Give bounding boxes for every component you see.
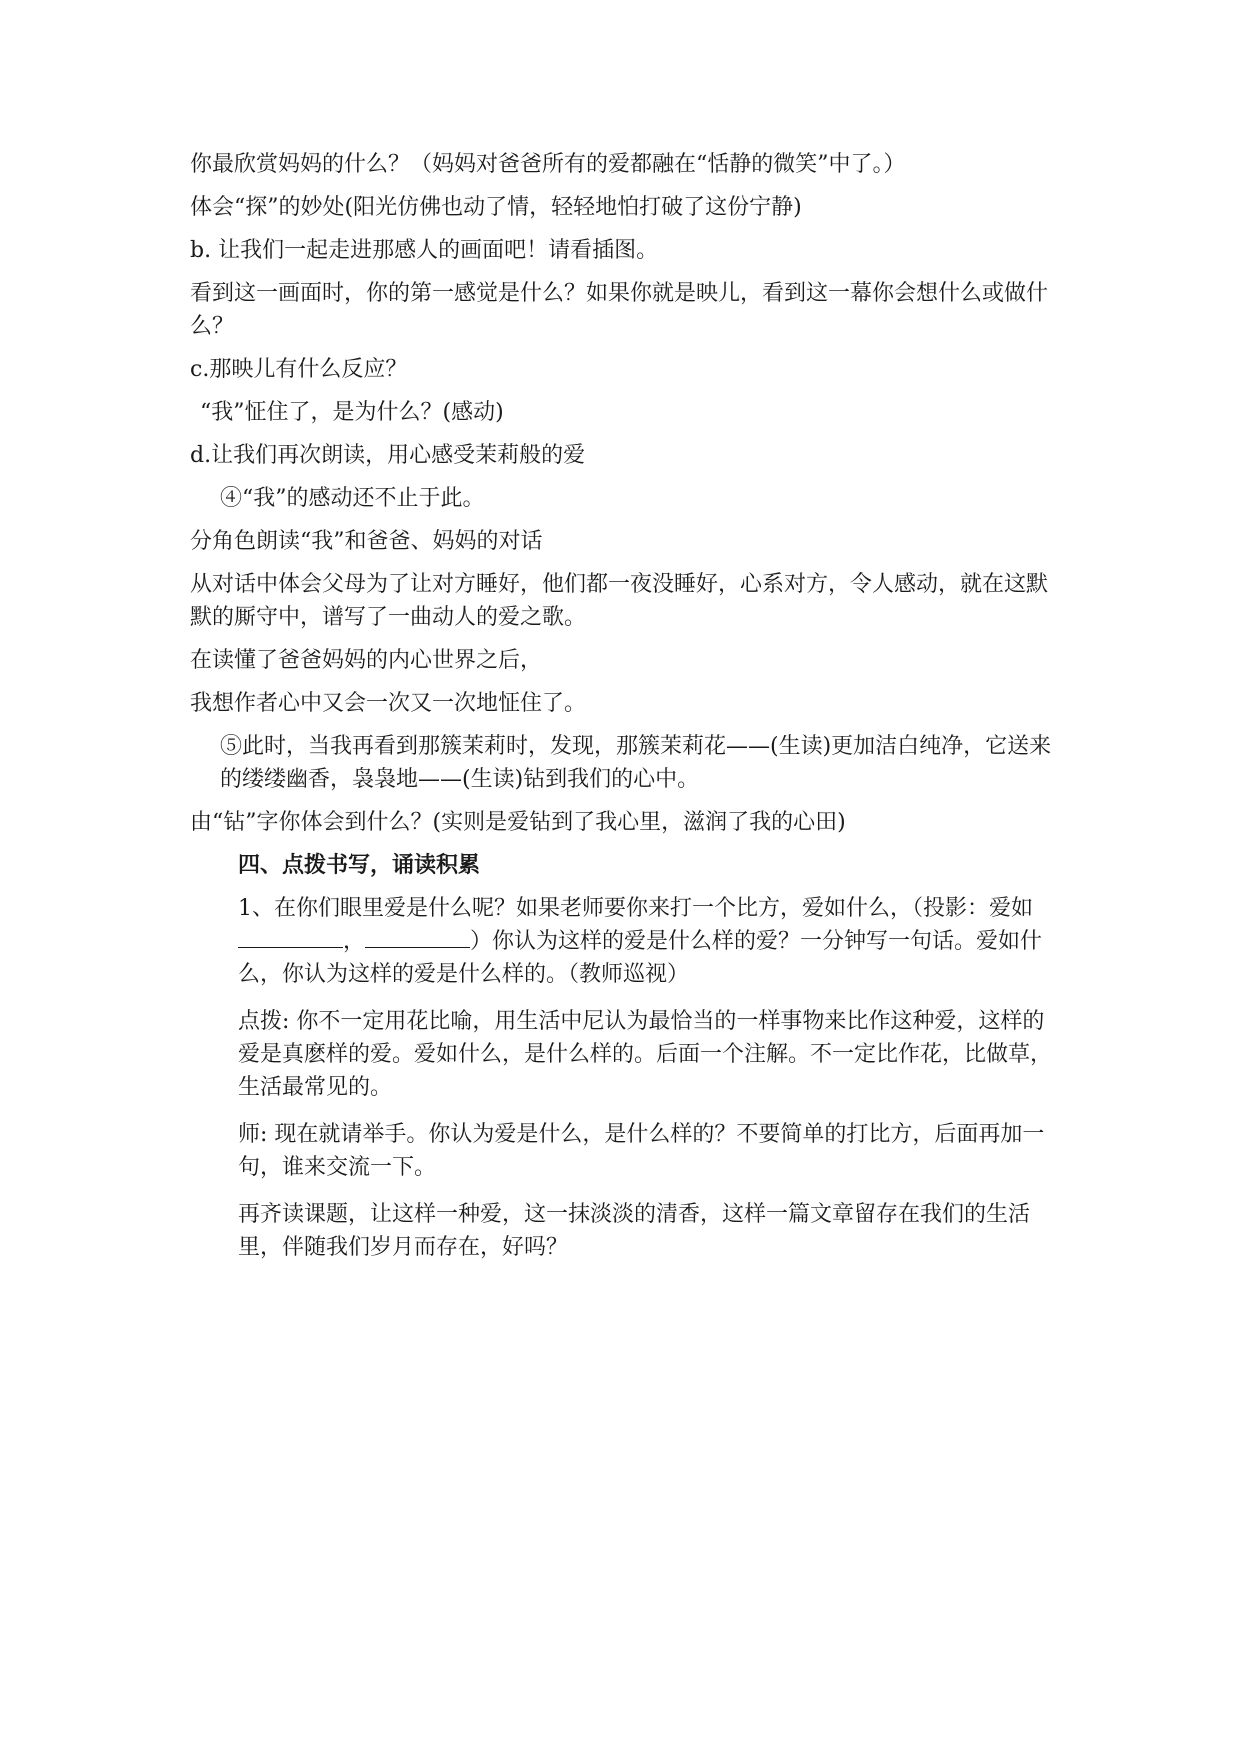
paragraph-zuan-word: 由“钻”字你体会到什么？(实则是爱钻到了我心里，滋润了我的心田) (190, 810, 846, 835)
paragraph-d-read-again: d.让我们再次朗读，用心感受茉莉般的爱 (190, 443, 586, 468)
paragraph-dialogue-feeling: 从对话中体会父母为了让对方睡好，他们都一夜没睡好，心系对方，令人感动，就在这默默的厮守中，谱写了一曲动人的爱之歌。 (190, 572, 1049, 630)
paragraph-dianbo: 点拨: 你不一定用花比喻，用生活中尼认为最恰当的一样事物来比作这种爱，这样的爱是真麽样的爱。爱如什么，是什么样的。后面一个注解。不一定比作花，比做草，生活最常见的。 (238, 1009, 1053, 1100)
document-body (190, 148, 1060, 1274)
item-1-text-c: ）你认为这样的爱是什么样的爱？一分钟写一句话。爱如什么，你认为这样的爱是什么样的。（教师巡视） (238, 929, 1043, 987)
paragraph-b-picture: b. 让我们一起走进那感人的画面吧！请看插图。 (190, 238, 659, 263)
paragraph-tan-word: 体会“探”的妙处(阳光仿佛也动了情，轻轻地怕打破了这份宁静) (190, 195, 802, 220)
fill-in-blank-2 (365, 925, 470, 948)
paragraph-author-stunned: 我想作者心中又会一次又一次地怔住了。 (190, 691, 587, 716)
paragraph-role-reading: 分角色朗读“我”和爸爸、妈妈的对话 (190, 529, 543, 554)
paragraph-teacher: 师: 现在就请举手。你认为爱是什么，是什么样的？不要简单的打比方，后面再加一句，谁来交流一下。 (238, 1122, 1045, 1180)
section-heading: 四、点拨书写，诵读积累 (238, 852, 481, 878)
paragraph-touched-more: ④“我”的感动还不止于此。 (220, 486, 485, 511)
paragraph-closing: 再齐读课题，让这样一种爱，这一抹淡淡的清香，这样一篇文章留存在我们的生活里，伴随我们岁月而存在，好吗？ (238, 1202, 1031, 1260)
fill-in-blank-1 (238, 925, 343, 948)
paragraph-inner-world: 在读懂了爸爸妈妈的内心世界之后， (190, 648, 543, 673)
paragraph-item-1 (190, 892, 1060, 991)
paragraph-first-feeling: 看到这一画面时，你的第一感觉是什么？如果你就是映儿，看到这一幕你会想什么或做什么？ (190, 281, 1049, 339)
paragraph-c-reaction: c.那映儿有什么反应？ (190, 357, 408, 382)
paragraph-appreciate-mother: 你最欣赏妈妈的什么？（妈妈对爸爸所有的爱都融在“恬静的微笑”中了。） (190, 152, 906, 177)
paragraph-jasmine: ⑤此时，当我再看到那簇茉莉时，发现，那簇茉莉花——(生读)更加洁白纯净，它送来的缕缕幽香，袅袅地——(生读)钻到我们的心中。 (220, 734, 1052, 792)
item-1-text-a: 1、在你们眼里爱是什么呢？如果老师要你来打一个比方，爱如什么，（投影：爱如 (238, 896, 1033, 921)
item-1-text-b: ， (343, 929, 366, 954)
paragraph-stunned: “我”怔住了，是为什么？(感动) (200, 400, 504, 425)
